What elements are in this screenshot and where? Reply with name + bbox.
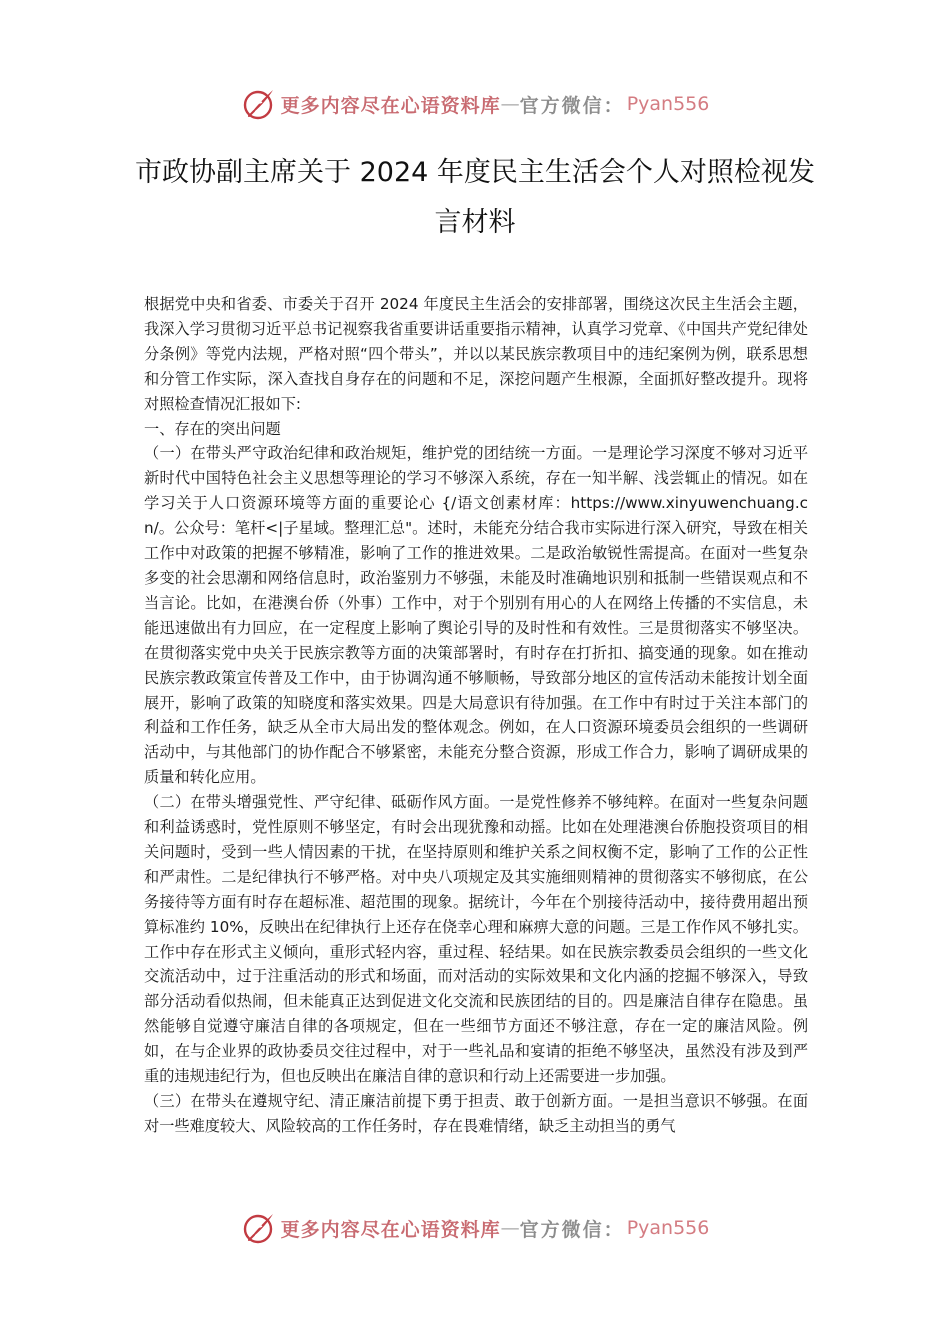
banner-separator: — xyxy=(500,93,520,115)
quill-logo-icon xyxy=(241,86,277,122)
header-banner[interactable] xyxy=(0,84,950,124)
quill-logo-icon xyxy=(241,1210,277,1246)
document-title: 市政协副主席关于 2024 年度民主生活会个人对照检视发言材料 xyxy=(135,157,815,238)
paragraph-section-1: （一）在带头严守政治纪律和政治规矩，维护党的团结统一方面。一是理论学习深度不够对习近平新时代中国特色社会主义思想等理论的学习不够深入系统，存在一知半解、浅尝辄止的情况。如在学习关于人口资源环境等方面的重要论心 {/语文创素材库：https://www.xinyuwenchuang.cn/。公众号：笔杆<|子星域。整理汇总"。述时，未能充分结合我市实际进行深入研究，导致在相关工作中对政策的把握不够精准，影响了工作的推进效果。二是政治敏锐性需提高。在面对一些复杂多变的社会思潮和网络信息时，政治鉴别力不够强，未能及时准确地识别和抵制一些错误观点和不当言论。比如，在港澳台侨（外事）工作中，对于个别别有用心的人在网络上传播的不实信息，未能迅速做出有力回应，在一定程度上影响了舆论引导的及时性和有效性。三是贯彻落实不够坚决。在贯彻落实党中央关于民族宗教等方面的决策部署时，有时存在打折扣、搞变通的现象。如在推动民族宗教政策宣传普及工作中，由于协调沟通不够顺畅，导致部分地区的宣传活动未能按计划全面展开，影响了政策的知晓度和落实效果。四是大局意识有待加强。在工作中有时过于关注本部门的利益和工作任务，缺乏从全市大局出发的整体观念。例如，在人口资源环境委员会组织的一些调研活动中，与其他部门的协作配合不够紧密，未能充分整合资源，形成工作合力，影响了调研成果的质量和转化应用。 xyxy=(144,444,808,787)
paragraph-section-3: （三）在带头在遵规守纪、清正廉洁前提下勇于担责、敢于创新方面。一是担当意识不够强。在面对一些难度较大、风险较高的工作任务时，存在畏难情绪，缺乏主动担当的勇气 xyxy=(144,1092,808,1135)
banner-separator: — xyxy=(500,1217,520,1239)
document-body xyxy=(144,292,808,1139)
banner-text: 更多内容尽在心语资料库 xyxy=(280,1218,501,1241)
banner-wechat-label: 官方微信： xyxy=(519,94,625,117)
banner-wechat-id: Pyan556 xyxy=(626,93,710,115)
banner-wechat-label: 官方微信： xyxy=(519,1218,625,1241)
banner-wechat-id: Pyan556 xyxy=(626,1217,710,1239)
banner-text: 更多内容尽在心语资料库 xyxy=(280,94,501,117)
footer-banner[interactable] xyxy=(0,1208,950,1248)
paragraph-section-2: （二）在带头增强党性、严守纪律、砥砺作风方面。一是党性修养不够纯粹。在面对一些复杂问题和利益诱惑时，党性原则不够坚定，有时会出现犹豫和动摇。比如在处理港澳台侨胞投资项目的相关问题时，受到一些人情因素的干扰，在坚持原则和维护关系之间权衡不定，影响了工作的公正性和严肃性。二是纪律执行不够严格。对中央八项规定及其实施细则精神的贯彻落实不够彻底，在公务接待等方面有时存在超标准、超范围的现象。据统计，今年在个别接待活动中，接待费用超出预算标准约 10%，反映出在纪律执行上还存在侥幸心理和麻痹大意的问题。三是工作作风不够扎实。工作中存在形式主义倾向，重形式轻内容，重过程、轻结果。如在民族宗教委员会组织的一些文化交流活动中，过于注重活动的形式和场面，而对活动的实际效果和文化内涵的挖掘不够深入，导致部分活动看似热闹，但未能真正达到促进文化交流和民族团结的目的。四是廉洁自律存在隐患。虽然能够自觉遵守廉洁自律的各项规定，但在一些细节方面还不够注意，存在一定的廉洁风险。例如，在与企业界的政协委员交往过程中，对于一些礼品和宴请的拒绝不够坚决，虽然没有涉及到严重的违规违纪行为，但也反映出在廉洁自律的意识和行动上还需要进一步加强。 xyxy=(144,793,808,1086)
paragraph-intro: 根据党中央和省委、市委关于召开 2024 年度民主生活会的安排部署，围绕这次民主生活会主题，我深入学习贯彻习近平总书记视察我省重要讲话重要指示精神，认真学习党章、《中国共产党纪律处分条例》等党内法规，严格对照“四个带头”，并以以某民族宗教项目中的违纪案例为例，联系思想和分管工作实际，深入查找自身存在的问题和不足，深挖问题产生根源，全面抓好整改提升。现将对照检查情况汇报如下: xyxy=(144,295,808,413)
section-heading: 一、存在的突出问题 xyxy=(144,419,281,438)
